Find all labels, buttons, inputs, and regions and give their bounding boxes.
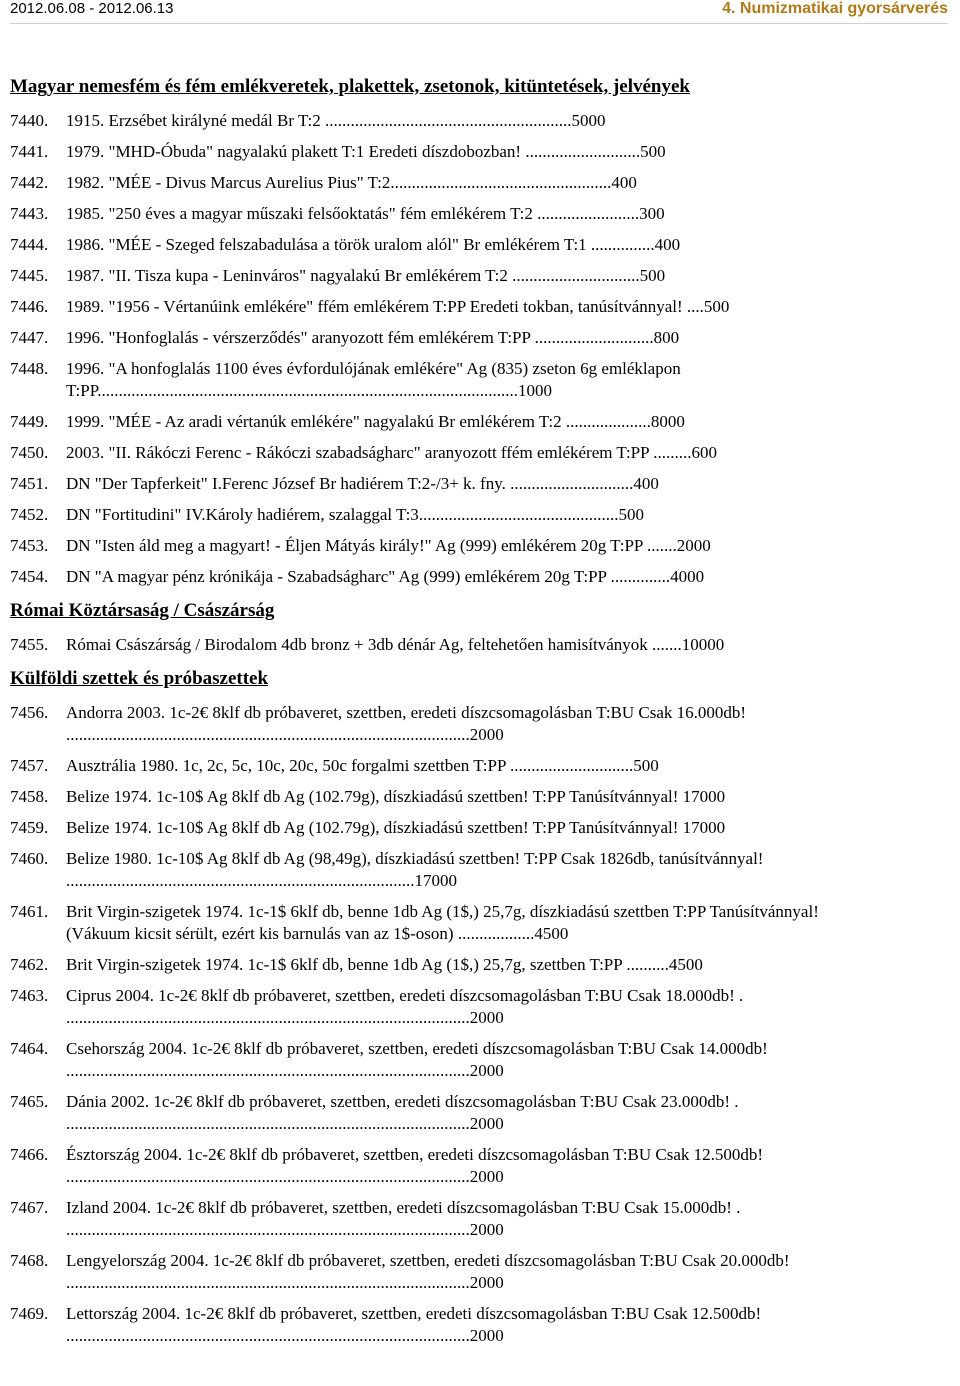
list-item [10,786,872,808]
lot-description: Brit Virgin-szigetek 1974. 1c-1$ 6klf db, benne 1db Ag (1$,) 25,7g, díszkiadású szettben T:PP Tanúsítvánnyal! (Vákuum kicsit sérült, ezért kis barnulás van az 1$-oson) ..................4500 [66,902,819,943]
list-item [10,141,872,163]
lot-number: 7461. [10,902,49,921]
lot-number: 7455. [10,635,49,654]
lot-description: Belize 1974. 1c-10$ Ag 8klf db Ag (102.79g), díszkiadású szettben! T:PP Tanúsítvánnyal! 17000 [66,787,726,806]
lot-number: 7469. [10,1304,49,1323]
list-item [10,1197,872,1241]
list-item [10,327,872,349]
date-range: 2012.06.08 - 2012.06.13 [10,0,174,17]
list-item [10,702,872,746]
lot-number: 7445. [10,266,49,285]
lot-number: 7448. [10,359,49,378]
lot-description: Észtország 2004. 1c-2€ 8klf db próbaveret, szettben, eredeti díszcsomagolásban T:BU Csak 12.500db! ...............................................................................................2000 [66,1145,764,1186]
lot-number: 7467. [10,1198,49,1217]
lot-number: 7446. [10,297,49,316]
list-item [10,203,872,225]
section-foreign-sets [10,668,872,1347]
lot-description: 1996. "Honfoglalás - vérszerződés" aranyozott fém emlékérem T:PP ............................800 [66,328,680,347]
section-title: Külföldi szettek és próbaszettek [10,668,269,689]
lot-description: Dánia 2002. 1c-2€ 8klf db próbaveret, szettben, eredeti díszcsomagolásban T:BU Csak 23.000db! . ...............................................................................................2000 [66,1092,739,1133]
lot-description: 1996. "A honfoglalás 1100 éves évfordulójának emlékére" Ag (835) zseton 6g emléklapon T:PP...................................................................................................1000 [66,359,681,400]
lot-description: 2003. "II. Rákóczi Ferenc - Rákóczi szabadságharc" aranyozott ffém emlékérem T:PP .........600 [66,443,717,462]
section-title: Magyar nemesfém és fém emlékveretek, plakettek, zsetonok, kitüntetések, jelvények [10,76,690,97]
section-title: Római Köztársaság / Császárság [10,600,275,621]
list-item [10,442,872,464]
lot-description: 1987. "II. Tisza kupa - Leninváros" nagyalakú Br emlékérem T:2 ..............................500 [66,266,666,285]
lot-number: 7464. [10,1039,49,1058]
lot-number: 7443. [10,204,49,223]
lot-number: 7441. [10,142,49,161]
header-divider [10,23,948,24]
lot-number: 7460. [10,849,49,868]
page-header [10,0,948,22]
catalog-title: 4. Numizmatikai gyorsárverés [722,0,948,17]
lot-number: 7454. [10,567,49,586]
lot-number: 7452. [10,505,49,524]
list-item [10,1303,872,1347]
lot-description: Lengyelország 2004. 1c-2€ 8klf db próbaveret, szettben, eredeti díszcsomagolásban T:BU Csak 20.000db! ...............................................................................................2000 [66,1251,790,1292]
lot-number: 7459. [10,818,49,837]
lot-description: Ciprus 2004. 1c-2€ 8klf db próbaveret, szettben, eredeti díszcsomagolásban T:BU Csak 18.000db! . ...............................................................................................2000 [66,986,744,1027]
lot-description: 1986. "MÉE - Szeged felszabadulása a török uralom alól" Br emlékérem T:1 ...............400 [66,235,681,254]
lot-description: Ausztrália 1980. 1c, 2c, 5c, 10c, 20c, 50c forgalmi szettben T:PP .............................500 [66,756,659,775]
list-item [10,817,872,839]
lot-description: Brit Virgin-szigetek 1974. 1c-1$ 6klf db, benne 1db Ag (1$,) 25,7g, szettben T:PP ..........4500 [66,955,703,974]
lot-description: Belize 1980. 1c-10$ Ag 8klf db Ag (98,49g), díszkiadású szettben! T:PP Csak 1826db, tanúsítvánnyal! ..................................................................................17000 [66,849,764,890]
lot-description: Belize 1974. 1c-10$ Ag 8klf db Ag (102.79g), díszkiadású szettben! T:PP Tanúsítvánnyal! 17000 [66,818,726,837]
list-item [10,358,872,402]
lot-number: 7468. [10,1251,49,1270]
list-item [10,901,872,945]
list-item [10,265,872,287]
lot-description: Csehország 2004. 1c-2€ 8klf db próbaveret, szettben, eredeti díszcsomagolásban T:BU Csak 14.000db! ...............................................................................................2000 [66,1039,768,1080]
lot-number: 7451. [10,474,49,493]
lot-description: Római Császárság / Birodalom 4db bronz + 3db dénár Ag, feltehetően hamisítványok .......10000 [66,635,725,654]
list-item [10,411,872,433]
list-item [10,985,872,1029]
list-item [10,1038,872,1082]
lot-number: 7442. [10,173,49,192]
list-item [10,1091,872,1135]
catalog-content [10,76,872,1356]
lot-description: 1989. "1956 - Vértanúink emlékére" ffém emlékérem T:PP Eredeti tokban, tanúsítvánnyal! ....500 [66,297,730,316]
lot-number: 7463. [10,986,49,1005]
lot-description: DN "A magyar pénz krónikája - Szabadságharc" Ag (999) emlékérem 20g T:PP ..............4000 [66,567,705,586]
lot-description: 1915. Erzsébet királyné medál Br T:2 ..........................................................5000 [66,111,606,130]
list-item [10,172,872,194]
lot-number: 7462. [10,955,49,974]
list-item [10,634,872,656]
list-item [10,1144,872,1188]
lot-number: 7440. [10,111,49,130]
lot-description: DN "Fortitudini" IV.Károly hadiérem, szalaggal T:3...............................................500 [66,505,645,524]
list-item [10,755,872,777]
lot-number: 7458. [10,787,49,806]
lot-number: 7449. [10,412,49,431]
list-item [10,566,872,588]
list-item [10,848,872,892]
list-item [10,110,872,132]
lot-description: DN "Der Tapferkeit" I.Ferenc József Br hadiérem T:2-/3+ k. fny. .............................400 [66,474,659,493]
lot-description: 1982. "MÉE - Divus Marcus Aurelius Pius" T:2....................................................400 [66,173,637,192]
lot-number: 7465. [10,1092,49,1111]
lot-description: Izland 2004. 1c-2€ 8klf db próbaveret, szettben, eredeti díszcsomagolásban T:BU Csak 15.000db! . ...............................................................................................2000 [66,1198,741,1239]
lot-number: 7444. [10,235,49,254]
list-item [10,535,872,557]
list-item [10,473,872,495]
lot-number: 7456. [10,703,49,722]
list-item [10,1250,872,1294]
lot-number: 7457. [10,756,49,775]
lot-description: 1999. "MÉE - Az aradi vértanúk emlékére" nagyalakú Br emlékérem T:2 ....................8000 [66,412,685,431]
lot-description: 1985. "250 éves a magyar műszaki felsőoktatás" fém emlékérem T:2 ........................300 [66,204,665,223]
list-item [10,504,872,526]
lot-description: DN "Isten áld meg a magyart! - Éljen Mátyás király!" Ag (999) emlékérem 20g T:PP .......2000 [66,536,711,555]
lot-number: 7447. [10,328,49,347]
list-item [10,954,872,976]
lot-description: Lettország 2004. 1c-2€ 8klf db próbaveret, szettben, eredeti díszcsomagolásban T:BU Csak 12.500db! ...............................................................................................2000 [66,1304,762,1345]
list-item [10,296,872,318]
section-roman [10,600,872,656]
lot-description: 1979. "MHD-Óbuda" nagyalakú plakett T:1 Eredeti díszdobozban! ...........................500 [66,142,666,161]
lot-number: 7453. [10,536,49,555]
lot-number: 7466. [10,1145,49,1164]
list-item [10,234,872,256]
lot-description: Andorra 2003. 1c-2€ 8klf db próbaveret, szettben, eredeti díszcsomagolásban T:BU Csak 16.000db! ...............................................................................................2000 [66,703,747,744]
section-hungarian-medals [10,76,872,588]
lot-number: 7450. [10,443,49,462]
